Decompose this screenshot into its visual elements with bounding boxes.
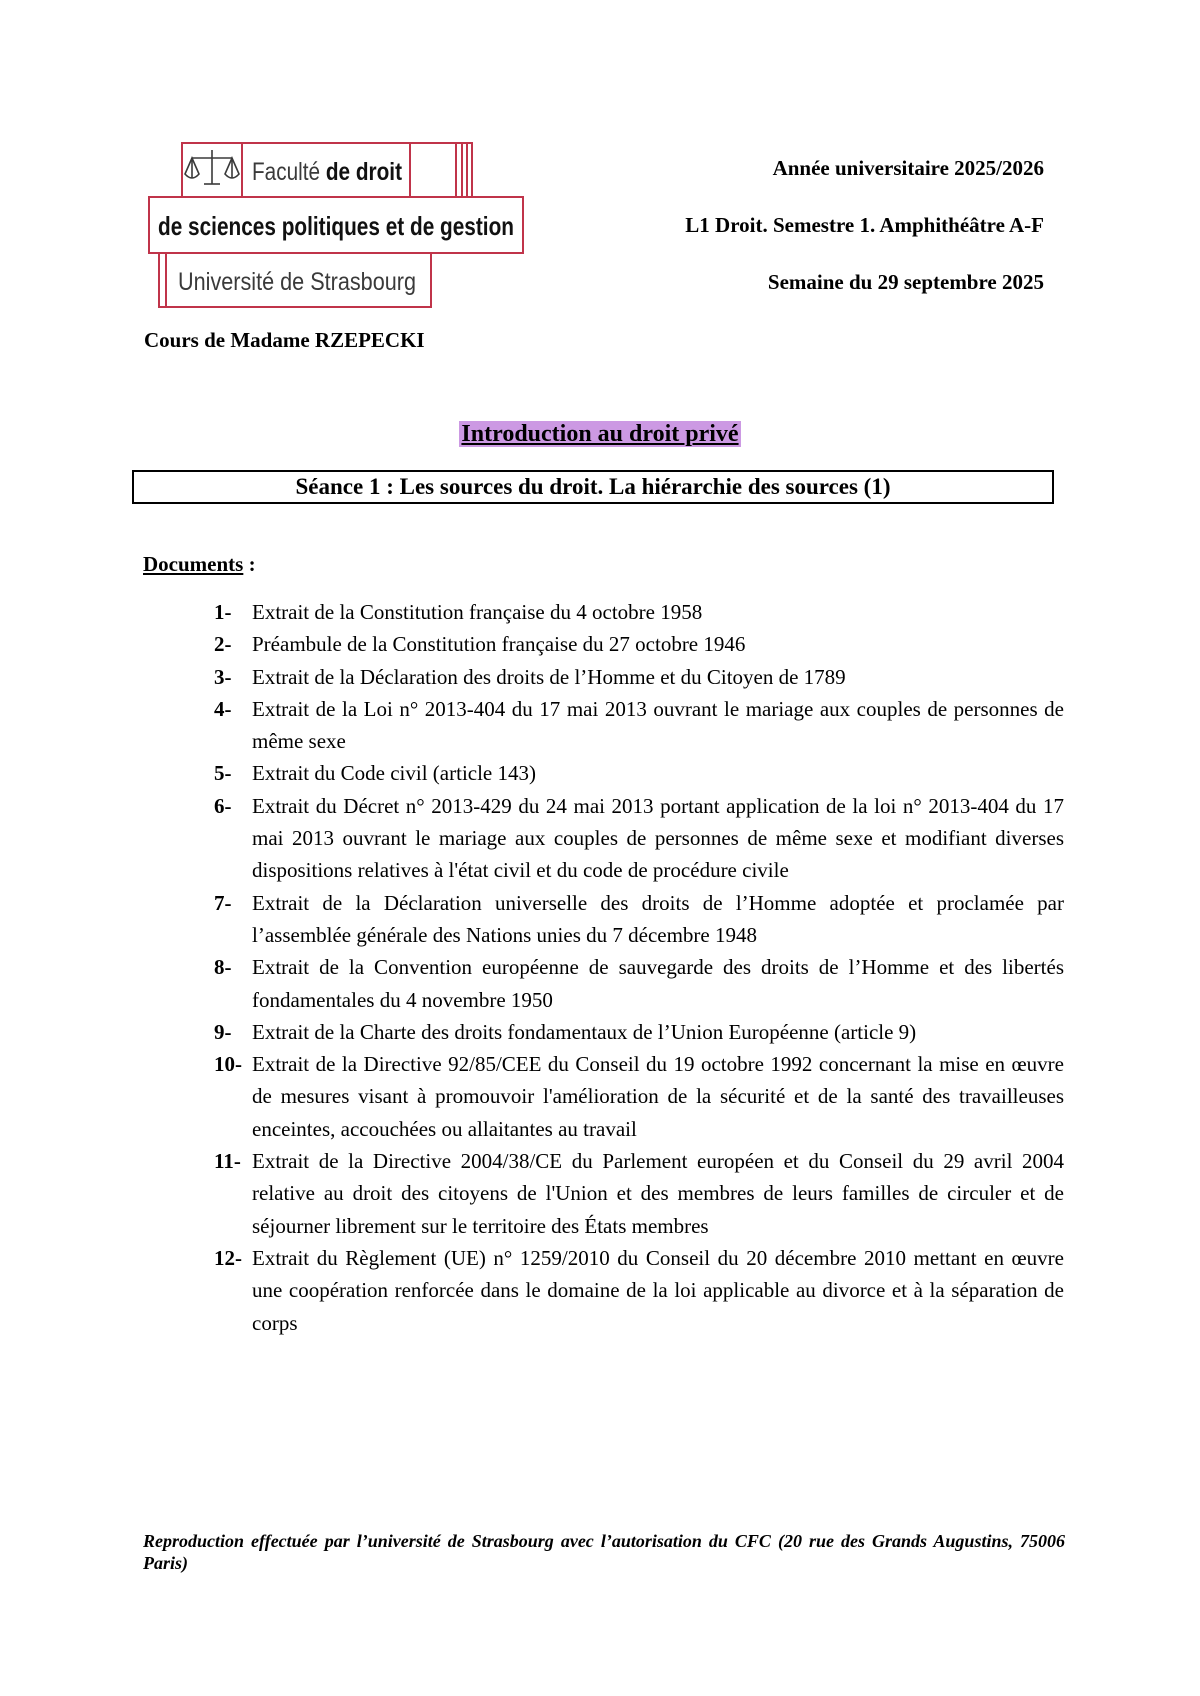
logo-line1-regular: Faculté — [252, 158, 341, 186]
document-text: Préambule de la Constitution française du 27 octobre 1946 — [252, 632, 746, 657]
document-number: 9- — [214, 1019, 232, 1044]
document-item — [214, 596, 1064, 628]
reproduction-notice: Reproduction effectuée par l’université de Strasbourg avec l’autorisation du CFC (20 rue des Grands Augustins, 75006 Paris) — [143, 1531, 1065, 1573]
document-text: Extrait de la Directive 92/85/CEE du Conseil du 19 octobre 1992 concernant la mise en œuvre de mesures visant à promouvoir l'amélioration de la sécurité et de la santé des travailleuses enceintes, accouchées ou allaitantes au travail — [252, 1052, 1064, 1141]
week-date: Semaine du 29 septembre 2025 — [767, 270, 1044, 294]
document-text: Extrait de la Loi n° 2013-404 du 17 mai 2013 ouvrant le mariage aux couples de personnes de même sexe — [252, 696, 1064, 754]
professor-name: Cours de Madame RZEPECKI — [144, 328, 425, 352]
document-item — [214, 628, 1064, 660]
document-item — [214, 757, 1064, 789]
document-text: Extrait du Code civil (article 143) — [252, 761, 536, 786]
documents-list — [214, 596, 1064, 1339]
course-title-text: Introduction au droit privé — [461, 421, 739, 447]
document-number: 12- — [214, 1245, 242, 1270]
document-item — [214, 1145, 1064, 1242]
document-number: 4- — [214, 696, 232, 721]
session-title: Séance 1 : Les sources du droit. La hiérarchie des sources (1) — [132, 470, 1054, 504]
document-item — [214, 661, 1064, 693]
document-item — [214, 1016, 1064, 1048]
documents-heading-text: Documents — [143, 552, 244, 576]
documents-heading-colon: : — [243, 552, 256, 576]
document-text: Extrait de la Déclaration universelle des droits de l’Homme adoptée et proclamée par l’assemblée générale des Nations unies du 7 décembre 1948 — [252, 890, 1064, 947]
document-text: Extrait de la Directive 2004/38/CE du Parlement européen et du Conseil du 29 avril 2004 relative au droit des citoyens de l'Union et des membres de leurs familles de circuler et de séjourner librement sur le territoire des États membres — [252, 1149, 1064, 1238]
document-text: Extrait de la Déclaration des droits de l’Homme et du Citoyen de 1789 — [252, 664, 846, 689]
faculty-logo — [148, 142, 524, 310]
logo-line2: de sciences politiques et de gestion — [158, 211, 514, 241]
document-text: Extrait de la Charte des droits fondamentaux de l’Union Européenne (article 9) — [252, 1019, 917, 1044]
document-number: 5- — [214, 761, 232, 786]
document-item — [214, 951, 1064, 1016]
document-item — [214, 1048, 1064, 1145]
document-text: Extrait de la Constitution française du 4 octobre 1958 — [252, 600, 703, 624]
documents-heading — [143, 552, 256, 577]
document-number: 2- — [214, 632, 232, 657]
document-number: 3- — [214, 664, 232, 689]
program-info: L1 Droit. Semestre 1. Amphithéâtre A-F — [685, 213, 1044, 237]
document-number: 1- — [214, 600, 232, 624]
document-number: 11- — [214, 1149, 241, 1174]
document-text: Extrait du Décret n° 2013-429 du 24 mai 2013 portant application de la loi n° 2013-404 du 17 mai 2013 ouvrant le mariage aux couples de personnes de même sexe et modifiant diverses dispositions relatives à l'état civil et du code de procédure civile — [252, 793, 1064, 883]
logo-line1-bold: de droit — [325, 158, 418, 186]
academic-year: Année universitaire 2025/2026 — [772, 156, 1044, 180]
document-number: 10- — [214, 1052, 242, 1077]
scales-icon — [185, 150, 239, 184]
svg-text:Faculté de droit — [252, 158, 418, 186]
document-item — [214, 1242, 1064, 1339]
document-number: 7- — [214, 890, 232, 915]
course-title — [0, 421, 1200, 448]
document-number: 8- — [214, 955, 232, 980]
logo-line3: Université de Strasbourg — [178, 268, 416, 296]
document-text: Extrait du Règlement (UE) n° 1259/2010 du Conseil du 20 décembre 2010 mettant en œuvre une coopération renforcée dans le domaine de la loi applicable au divorce et à la séparation de corps — [252, 1245, 1064, 1335]
document-item — [214, 693, 1064, 758]
document-text: Extrait de la Convention européenne de sauvegarde des droits de l’Homme et des libertés fondamentales du 4 novembre 1950 — [252, 955, 1064, 1012]
document-item — [214, 887, 1064, 952]
document-item — [214, 790, 1064, 887]
document-number: 6- — [214, 793, 232, 818]
